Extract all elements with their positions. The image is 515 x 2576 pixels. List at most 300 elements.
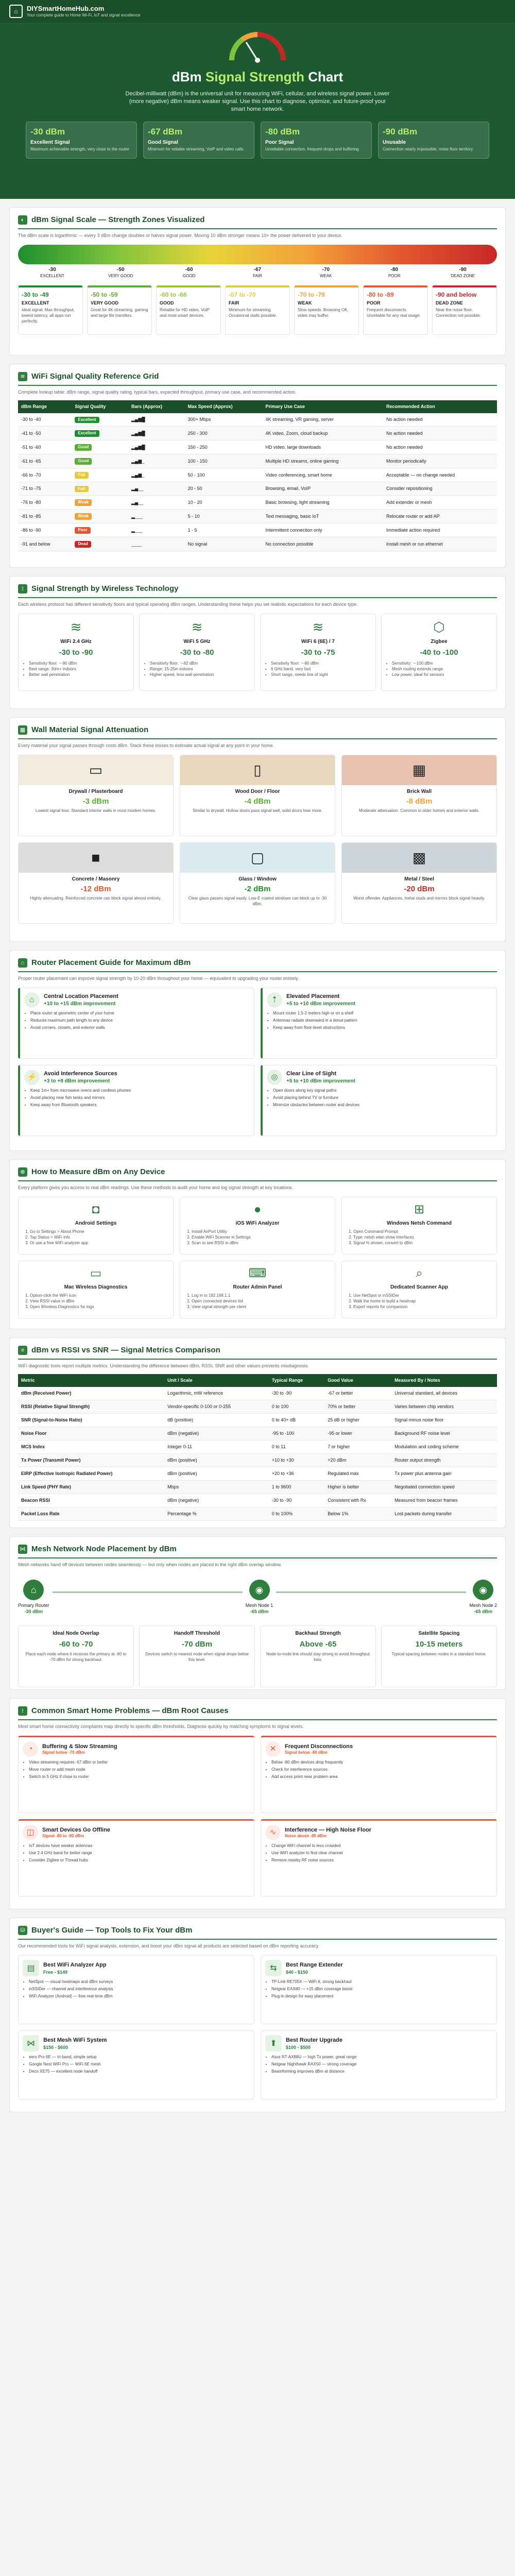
material-loss: -20 dBm xyxy=(404,884,435,893)
problem-header xyxy=(265,1825,492,1840)
router-icon: ⌂ xyxy=(23,1580,44,1600)
device-name: iOS WiFi Analyzer xyxy=(235,1220,280,1226)
material-name: Glass / Window xyxy=(238,876,277,883)
problem-fixes xyxy=(265,1760,492,1780)
mesh-node-dbm: -30 dBm xyxy=(24,1609,43,1615)
product-pick: • Deco XE75 — excellent node handoff xyxy=(29,2069,250,2075)
cell-use: 4K video, Zoom, cloud backup xyxy=(262,427,383,440)
mesh-card-title: Handoff Threshold xyxy=(174,1631,220,1637)
problem-fixes xyxy=(23,1760,250,1780)
table-cell: -30 to -90 xyxy=(269,1494,325,1507)
cell-action: Acceptable — no change needed xyxy=(383,468,497,482)
device-name: Mac Wireless Diagnostics xyxy=(64,1284,128,1290)
table-row xyxy=(18,523,497,537)
mesh-icon: ⋈ xyxy=(18,1545,27,1554)
cell-range: -81 to -85 xyxy=(18,510,72,523)
placement-tip: • Reduces maximum path length to any device xyxy=(30,1018,250,1024)
material-name: Concrete / Masonry xyxy=(72,876,120,883)
problem-signal: Noise above -85 dBm xyxy=(285,1834,327,1839)
device-step: 3. Open Wireless Diagnostics for logs xyxy=(30,1304,169,1310)
scale-card-name: POOR xyxy=(367,300,381,306)
device-step: 2. Open connected devices list xyxy=(192,1299,331,1304)
spectrum-value: -50 xyxy=(117,267,125,273)
product-title: Best Router Upgrade xyxy=(286,2037,343,2043)
stat-desc: Connection nearly impossible, noise floor territory xyxy=(383,147,473,152)
table-cell: dBm (negative) xyxy=(164,1494,269,1507)
product-header xyxy=(265,2035,492,2052)
table-row xyxy=(18,1454,497,1467)
placement-tip: • Avoid placing behind TV or furniture xyxy=(273,1095,492,1101)
scale-card-range: -30 to -49 xyxy=(22,291,49,298)
mesh-card-value: -70 dBm xyxy=(181,1639,213,1649)
problems-intro: Most smart home connectivity complaints map directly to specific dBm thresholds. Diagnose quickly by matching symptoms to signal levels. xyxy=(18,1724,304,1730)
placement-tip: • Keep away from Bluetooth speakers xyxy=(30,1103,250,1108)
spectrum-label xyxy=(291,266,360,279)
tech-note: • 6 GHz band, very fast xyxy=(271,667,371,672)
column-header: Unit / Scale xyxy=(164,1374,269,1386)
material-desc: Similar to drywall. Hollow doors pass signal well, solid doors lose more. xyxy=(192,808,323,814)
problem-fix: • Consider Zigbee or Thread hubs xyxy=(29,1858,250,1863)
material-body xyxy=(180,873,335,910)
table-cell: -67 or better xyxy=(324,1387,391,1400)
node-icon: ◉ xyxy=(473,1580,493,1600)
spectrum-name: WEAK xyxy=(320,273,332,278)
placement-tips xyxy=(267,1011,492,1030)
mesh-card-desc: Devices switch to nearest node when signal drops below this level. xyxy=(145,1652,249,1662)
placement-gain: +3 to +8 dBm improvement xyxy=(44,1078,110,1084)
table-row xyxy=(18,1400,497,1414)
placement-header xyxy=(267,1070,492,1085)
problem-fix: • Remove nearby RF noise sources xyxy=(271,1858,492,1863)
router-admin-icon: ⌨ xyxy=(248,1266,267,1281)
tech-note: • Higher speed, less wall penetration xyxy=(150,672,250,678)
device-name: Android Settings xyxy=(75,1220,117,1226)
placement-title: Clear Line of Sight xyxy=(286,1071,337,1077)
antenna-icon: ⟟ xyxy=(18,584,27,594)
table-cell: Below 1% xyxy=(324,1507,391,1521)
metrics-table xyxy=(18,1374,497,1521)
tech-note: • Mesh routing extends range xyxy=(392,667,492,672)
placement-tip: • Avoid placing near fish tanks and mirrors xyxy=(30,1095,250,1101)
product-header xyxy=(265,1960,492,1976)
cell-range: -86 to -90 xyxy=(18,523,72,537)
material-name: Brick Wall xyxy=(407,789,432,795)
hero xyxy=(0,23,515,199)
product-pick: • Asus RT-AX88U — high Tx power, great range xyxy=(271,2055,492,2060)
table-row xyxy=(18,1507,497,1521)
scale-card-name: WEAK xyxy=(298,300,312,306)
placement-tip: • Avoid corners, closets, and exterior walls xyxy=(30,1025,250,1031)
placement-card xyxy=(261,988,497,1059)
device-card xyxy=(341,1197,497,1255)
product-heading xyxy=(286,2037,342,2050)
cell-speed: 150 - 250 xyxy=(185,440,263,454)
problem-title: Frequent Disconnections xyxy=(285,1743,353,1750)
hero-subtitle: Decibel-milliwatt (dBm) is the universal unit for measuring WiFi, cellular, and wireless signal power. Lower (more negative) dBm means weaker signal. Use this chart to diagnose, optimize, and future-proof your smart home network. xyxy=(125,91,390,112)
tech-name: Zigbee xyxy=(431,639,448,645)
device-step: 3. Signal % shown, convert to dBm xyxy=(353,1241,492,1246)
stat-value: -90 dBm xyxy=(383,126,418,137)
product-card[interactable] xyxy=(261,2030,497,2099)
stat-label: Good Signal xyxy=(148,139,178,145)
brand-name: DIYSmartHomeHub.com xyxy=(27,4,105,12)
scale-icon: ◐ xyxy=(18,215,27,225)
tech-notes xyxy=(23,661,129,677)
mesh-card-title: Backhaul Strength xyxy=(295,1631,341,1637)
cell-speed: 100 - 150 xyxy=(185,454,263,468)
cell-range: -30 to -40 xyxy=(18,413,72,427)
spectrum-value: -80 xyxy=(390,267,398,273)
tech-range: -30 to -75 xyxy=(301,648,335,657)
scale-card xyxy=(363,285,428,335)
device-steps xyxy=(23,1229,169,1246)
mesh-node-dbm: -65 dBm xyxy=(250,1609,269,1615)
scale-card-name: GOOD xyxy=(160,300,174,306)
placement-title: Router Placement Guide for Maximum dBm xyxy=(31,958,191,967)
brand[interactable] xyxy=(27,4,141,19)
mesh-card-title: Satellite Spacing xyxy=(418,1631,460,1637)
material-desc: Lowest signal loss. Standard interior walls in most modern homes. xyxy=(35,808,157,814)
table-cell: Packet Loss Rate xyxy=(18,1507,164,1521)
table-cell: EIRP (Effective Isotropic Radiated Power) xyxy=(18,1467,164,1481)
material-loss: -2 dBm xyxy=(244,884,271,893)
tech-range: -40 to -100 xyxy=(420,648,458,657)
material-card xyxy=(18,842,174,924)
device-step: 3. Scan to see RSSI in dBm xyxy=(192,1241,331,1246)
table-cell: Higher is better xyxy=(324,1481,391,1494)
quality-intro: Complete lookup table: dBm range, signal quality rating, typical bars, expected throughput, primary use case, and recommended action. xyxy=(18,389,297,395)
table-row xyxy=(18,496,497,510)
cell-action: Add extender or mesh xyxy=(383,496,497,510)
quality-badge: Excellent xyxy=(75,417,99,423)
wall-icon: ▦ xyxy=(18,725,27,735)
device-card xyxy=(180,1197,335,1255)
problem-signal: Signal -80 to -90 dBm xyxy=(42,1834,84,1839)
tech-note: • Short range, needs line of sight xyxy=(271,672,371,678)
cell-action: No action needed xyxy=(383,413,497,427)
tech-range: -30 to -90 xyxy=(59,648,93,657)
material-name: Drywall / Plasterboard xyxy=(68,789,123,795)
scale-card xyxy=(432,285,497,335)
device-step: 2. View RSSI value in dBm xyxy=(30,1299,169,1304)
cell-bars: ▂___ xyxy=(128,523,185,537)
tech-notes xyxy=(386,661,492,677)
cell-range: -71 to -75 xyxy=(18,482,72,496)
problem-fix: • Use WiFi analyzer to find clear channel xyxy=(271,1851,492,1856)
device-step: 1. Go to Settings > About Phone xyxy=(30,1229,169,1235)
table-cell: Beacon RSSI xyxy=(18,1494,164,1507)
cell-quality xyxy=(72,510,128,523)
problem-title: Interference — High Noise Floor xyxy=(285,1826,372,1833)
tech-title: Signal Strength by Wireless Technology xyxy=(31,584,179,593)
mesh-card xyxy=(139,1625,255,1687)
column-header: Good Value xyxy=(324,1374,391,1386)
spectrum-name: DEAD ZONE xyxy=(451,273,475,278)
product-pick: • Plug-in design for easy placement xyxy=(271,1994,492,1999)
product-pick: • inSSIDer — channel and interference analysis xyxy=(29,1987,250,1992)
table-cell: RSSI (Relative Signal Strength) xyxy=(18,1400,164,1414)
table-cell: Logarithmic, mW reference xyxy=(164,1387,269,1400)
stat-value: -80 dBm xyxy=(265,126,300,137)
problem-card xyxy=(18,1819,254,1896)
scale-card-desc: Near the noise floor. Connection not possible. xyxy=(436,308,481,318)
wifi-icon: ≋ xyxy=(18,372,27,381)
scale-section xyxy=(9,207,506,355)
product-card[interactable] xyxy=(261,1955,497,2024)
concrete-icon: ■ xyxy=(19,843,173,873)
spectrum-label xyxy=(224,266,292,279)
material-loss: -4 dBm xyxy=(244,796,271,806)
material-loss: -3 dBm xyxy=(82,796,109,806)
column-header: Measured By / Notes xyxy=(391,1374,497,1386)
door-icon: ▯ xyxy=(180,755,335,785)
table-cell: 0 to 100 xyxy=(269,1400,325,1414)
tech-card xyxy=(381,614,497,691)
spectrum-name: VERY GOOD xyxy=(108,273,133,278)
brand-tagline: Your complete guide to Home Wi-Fi, IoT and signal excellence xyxy=(27,13,141,18)
placement-title: Central Location Placement xyxy=(44,993,118,1000)
spectrum-label xyxy=(18,266,87,279)
placement-gain: +10 to +15 dBm improvement xyxy=(44,1001,116,1007)
cell-range: -76 to -80 xyxy=(18,496,72,510)
material-body xyxy=(180,785,335,817)
table-cell: Noise Floor xyxy=(18,1427,164,1440)
quality-table xyxy=(18,400,497,551)
table-cell: Signal minus noise floor xyxy=(391,1414,497,1427)
materials-title: Wall Material Signal Attenuation xyxy=(31,725,149,734)
placement-tip: • Keep 1m+ from microwave ovens and cordless phones xyxy=(30,1088,250,1094)
scale-card-range: -70 to -79 xyxy=(298,291,325,298)
product-pick: • Beamforming improves dBm at distance xyxy=(271,2069,492,2075)
spectrum-value: -70 xyxy=(322,267,330,273)
stat-card xyxy=(143,122,254,159)
column-header: Primary Use Case xyxy=(262,400,383,413)
cell-use: Intermittent connection only xyxy=(262,523,383,537)
placement-tip: • Mount router 1.5-2 meters high or on a shelf xyxy=(273,1011,492,1016)
table-cell: Measured from beacon frames xyxy=(391,1494,497,1507)
table-cell: MCS Index xyxy=(18,1440,164,1454)
tech-name: WiFi 2.4 GHz xyxy=(60,639,92,645)
placement-title: Avoid Interference Sources xyxy=(44,1071,117,1077)
cell-range: -91 and below xyxy=(18,537,72,551)
problem-card xyxy=(261,1736,497,1813)
table-cell: 25 dB or higher xyxy=(324,1414,391,1427)
scale-card-desc: Ideal signal. Max throughput, lowest latency, all apps run perfectly. xyxy=(22,308,75,324)
scale-title: dBm Signal Scale — Strength Zones Visualized xyxy=(31,215,205,224)
product-pick: • NetSpot — visual heatmaps and dBm surveys xyxy=(29,1979,250,1985)
quality-badge: Fair xyxy=(75,486,89,493)
mesh-title: Mesh Network Node Placement by dBm xyxy=(31,1545,177,1553)
table-cell: 70% or better xyxy=(324,1400,391,1414)
cell-speed: 10 - 20 xyxy=(185,496,263,510)
cell-quality xyxy=(72,468,128,482)
scanner-icon: ⌕ xyxy=(416,1266,423,1281)
table-cell: +10 to +30 xyxy=(269,1454,325,1467)
placement-tips xyxy=(24,1088,250,1108)
table-row xyxy=(18,413,497,427)
gauge-icon xyxy=(227,27,288,63)
apple-icon: ● xyxy=(253,1202,262,1217)
stat-label: Excellent Signal xyxy=(30,139,70,145)
device-name: Dedicated Scanner App xyxy=(390,1284,448,1290)
device-name: Router Admin Panel xyxy=(233,1284,282,1290)
spectrum-value: -67 xyxy=(253,267,262,273)
mesh-card-desc: Typical spacing between nodes in a standard home. xyxy=(391,1652,487,1657)
interference-icon: ⚡ xyxy=(24,1070,40,1085)
table-cell: Modulation and coding scheme xyxy=(391,1440,497,1454)
mesh-card-value: 10-15 meters xyxy=(415,1639,463,1649)
cell-speed: 5 - 10 xyxy=(185,510,263,523)
cell-quality xyxy=(72,440,128,454)
scale-card-desc: Reliable for HD video, VoIP and most smart devices. xyxy=(160,308,210,318)
quality-badge: Weak xyxy=(75,513,92,520)
spectrum-value: -90 xyxy=(459,267,467,273)
device-steps xyxy=(184,1293,331,1310)
device-steps xyxy=(346,1293,492,1310)
mesh-card-desc: Place each node where it receives the primary at -60 to -70 dBm for strong backhaul. xyxy=(25,1652,127,1662)
product-pick: • Netgear EAX80 — +15 dBm coverage boost xyxy=(271,1987,492,1992)
column-header: Metric xyxy=(18,1374,164,1386)
product-card[interactable] xyxy=(18,2030,254,2099)
materials-section xyxy=(9,717,506,942)
cell-use: HD video, large downloads xyxy=(262,440,383,454)
placement-heading xyxy=(44,1070,117,1084)
material-body xyxy=(342,785,496,817)
tech-name: WiFi 5 GHz xyxy=(183,639,211,645)
table-cell: 0 to 11 xyxy=(269,1440,325,1454)
tech-range: -30 to -80 xyxy=(180,648,214,657)
signal-spectrum-bar xyxy=(18,245,497,264)
column-header: Max Speed (Approx) xyxy=(185,400,263,413)
table-cell: Consistent with Rx xyxy=(324,1494,391,1507)
table-cell: dBm (Received Power) xyxy=(18,1387,164,1400)
cell-quality xyxy=(72,427,128,440)
glass-icon: ▢ xyxy=(180,843,335,873)
mesh-node-name: Primary Router xyxy=(18,1603,49,1608)
snr-section xyxy=(9,1337,506,1528)
column-header: Bars (Approx) xyxy=(128,400,185,413)
cell-use: 4K streaming, VR gaming, server xyxy=(262,413,383,427)
material-desc: Clear glass passes signal easily. Low-E coated windows can block up to -30 dBm. xyxy=(188,896,327,906)
problem-card xyxy=(18,1736,254,1813)
table-row xyxy=(18,1494,497,1507)
table-cell: SNR (Signal-to-Noise Ratio) xyxy=(18,1414,164,1427)
material-name: Wood Door / Floor xyxy=(235,789,280,795)
tech-note: • Sensitivity floor: ~-80 dBm xyxy=(271,661,371,667)
problems-title: Common Smart Home Problems — dBm Root Causes xyxy=(31,1706,229,1715)
tech-note: • Range: 15-25m indoors xyxy=(150,667,250,672)
mesh-node-name: Mesh Node 2 xyxy=(469,1603,497,1608)
cart-icon: ⛁ xyxy=(18,1926,27,1935)
placement-header xyxy=(267,992,492,1008)
table-cell: dB (positive) xyxy=(164,1414,269,1427)
product-picks xyxy=(23,2055,250,2074)
problem-header xyxy=(23,1825,250,1840)
problem-heading xyxy=(285,1743,353,1756)
android-icon: ◘ xyxy=(92,1202,100,1217)
cell-use: Multiple HD streams, online gaming xyxy=(262,454,383,468)
table-cell: Regulated max xyxy=(324,1467,391,1481)
problem-fix: • Switch to 5 GHz if close to router xyxy=(29,1774,250,1780)
scale-card xyxy=(87,285,152,335)
scale-intro: The dBm scale is logarithmic — every 3 dBm change doubles or halves signal power. Moving 10 dBm stronger means 10× the power delivered to your device. xyxy=(18,233,342,239)
placement-heading xyxy=(286,993,355,1007)
buyers-title: Buyer's Guide — Top Tools to Fix Your dBm xyxy=(31,1926,193,1935)
cell-quality xyxy=(72,537,128,551)
spectrum-label xyxy=(87,266,155,279)
table-cell: -95 to -100 xyxy=(269,1427,325,1440)
table-cell: dBm (positive) xyxy=(164,1467,269,1481)
buyers-section xyxy=(9,1918,506,2112)
snr-title: dBm vs RSSI vs SNR — Signal Metrics Comparison xyxy=(31,1346,220,1354)
device-step: 2. Enable WiFi Scanner in Settings xyxy=(192,1235,331,1241)
scale-card-range: -80 to -89 xyxy=(367,291,394,298)
quality-badge: Excellent xyxy=(75,430,99,437)
scale-card xyxy=(225,285,290,335)
table-row xyxy=(18,427,497,440)
product-title: Best Range Extender xyxy=(286,1961,343,1968)
router-upgrade-icon: ⬆ xyxy=(265,2035,282,2052)
product-heading xyxy=(43,1961,107,1975)
table-row xyxy=(18,482,497,496)
product-price: $150 - $600 xyxy=(43,2044,68,2050)
product-pick: • Netgear Nighthawk RAX50 — strong coverage xyxy=(271,2062,492,2067)
problem-heading xyxy=(285,1826,371,1840)
mesh-card-value: Above -65 xyxy=(299,1639,337,1649)
scale-card-name: DEAD ZONE xyxy=(436,300,464,306)
material-card xyxy=(180,842,335,924)
table-row xyxy=(18,1427,497,1440)
table-cell: Integer 0-11 xyxy=(164,1440,269,1454)
cell-speed: 20 - 50 xyxy=(185,482,263,496)
cell-bars: ▂▄__ xyxy=(128,496,185,510)
mesh-section xyxy=(9,1536,506,1690)
measure-intro: Every platform gives you access to real dBm readings. Use these methods to audit your home and log signal strength at key locations. xyxy=(18,1185,294,1191)
mesh-node-name: Mesh Node 1 xyxy=(245,1603,273,1608)
placement-tip: • Place router at geometric center of your home xyxy=(30,1011,250,1016)
disconnect-icon: ✕ xyxy=(265,1741,281,1757)
product-price: $40 - $150 xyxy=(286,1969,308,1975)
material-name: Metal / Steel xyxy=(404,876,434,883)
cell-action: Install mesh or run ethernet xyxy=(383,537,497,551)
problem-fix: • Video streaming requires -67 dBm or better xyxy=(29,1760,250,1766)
column-header: Signal Quality xyxy=(72,400,128,413)
device-steps xyxy=(346,1229,492,1246)
stat-desc: Maximum achievable strength, very close to the router xyxy=(30,147,130,152)
product-title: Best WiFi Analyzer App xyxy=(43,1961,107,1968)
placement-header xyxy=(24,992,250,1008)
product-picks xyxy=(265,1979,492,1999)
table-cell: Lost packets during transfer xyxy=(391,1507,497,1521)
mesh-card xyxy=(381,1625,497,1687)
spectrum-value: -60 xyxy=(185,267,193,273)
table-cell: Varies between chip vendors xyxy=(391,1400,497,1414)
drywall-icon: ▭ xyxy=(19,755,173,785)
product-card[interactable] xyxy=(18,1955,254,2024)
tech-card xyxy=(260,614,376,691)
spectrum-name: FAIR xyxy=(253,273,262,278)
problem-header xyxy=(23,1741,250,1757)
quality-badge: Weak xyxy=(75,499,92,506)
cell-speed: No signal xyxy=(185,537,263,551)
cell-range: -51 to -60 xyxy=(18,440,72,454)
table-cell: 1 to 9600 xyxy=(269,1481,325,1494)
mac-icon: ▭ xyxy=(90,1266,102,1281)
scale-card xyxy=(156,285,221,335)
placement-tip: • Minimize obstacles between router and devices xyxy=(273,1103,492,1108)
quality-badge: Good xyxy=(75,444,92,451)
device-step: 3. Or use a free WiFi analyzer app xyxy=(30,1241,169,1246)
